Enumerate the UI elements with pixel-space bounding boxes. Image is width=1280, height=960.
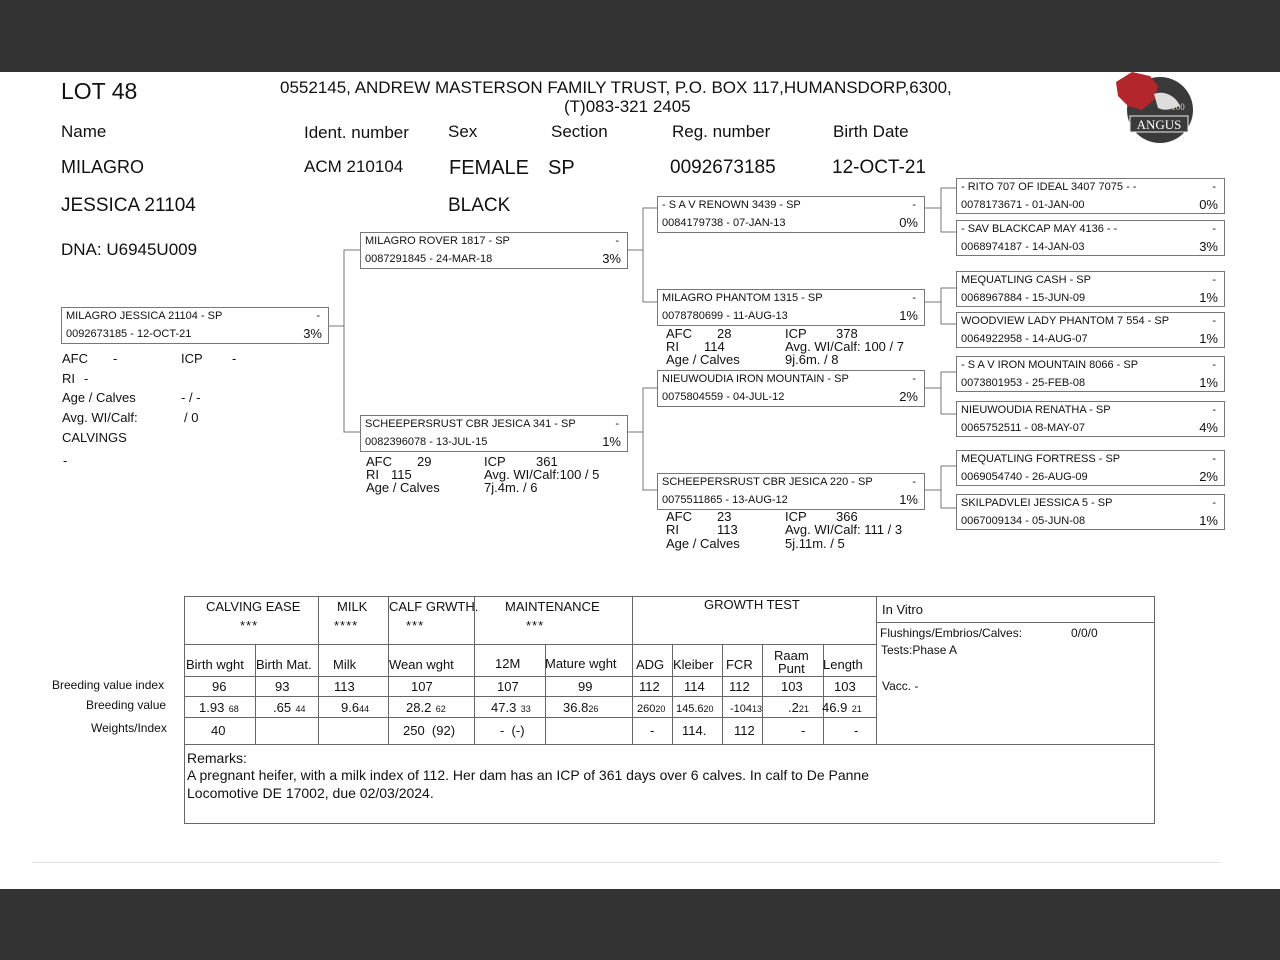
group-calf-growth: CALF GRWTH. [389, 599, 479, 614]
pedigree-reg: 0078173671 - 01-JAN-00 [961, 199, 1085, 211]
pedigree-dash: - [1212, 359, 1216, 371]
self-wi: / 0 [184, 410, 199, 425]
animal-sex: FEMALE [449, 157, 530, 179]
bv-accuracy: 33 [520, 704, 531, 714]
dam-wi: Avg. WI/Calf:100 / 5 [484, 467, 600, 482]
pedigree-dash: - [1212, 223, 1216, 235]
pedigree-reg: 0068974187 - 14-JAN-03 [961, 241, 1085, 253]
pedigree-ggp-2 [956, 220, 1225, 256]
dam-icp: 361 [536, 454, 558, 469]
pedigree-reg: 0073801953 - 25-FEB-08 [961, 377, 1086, 389]
in-vitro-label: In Vitro [882, 602, 923, 617]
pedigree-reg: 0078780699 - 11-AUG-13 [662, 310, 788, 322]
animal-reg: 0092673185 [670, 157, 776, 178]
pedigree-reg: 0082396078 - 13-JUL-15 [365, 436, 488, 448]
animal-name-1: MILAGRO [61, 157, 145, 177]
table-line [184, 644, 876, 645]
gp2-afc: 28 [717, 326, 732, 341]
pedigree-sire [360, 232, 628, 269]
pedigree-name: MEQUATLING FORTRESS - SP [961, 453, 1121, 465]
weights-cell: - (-) [500, 723, 525, 738]
bv-value: 9.6 [341, 700, 360, 715]
table-line [184, 744, 1155, 745]
pedigree-gp-3 [657, 370, 925, 407]
bv-cell [788, 699, 809, 717]
self-age: - / - [181, 390, 201, 405]
owner-line-1: 0552145, ANDREW MASTERSON FAMILY TRUST, P.O. BOX 117,HUMANSDORP,6300, [280, 78, 952, 97]
gp4-icp: 366 [836, 509, 858, 524]
table-line [722, 644, 723, 744]
group-maintenance: MAINTENANCE [505, 599, 600, 614]
col-raam-punt: Punt [778, 661, 805, 676]
bv-accuracy: 44 [295, 704, 306, 714]
animal-birth: 12-OCT-21 [832, 157, 926, 178]
weights-cell: - [650, 723, 655, 738]
gp4-ri: 113 [717, 522, 738, 537]
col-kleiber: Kleiber [673, 657, 714, 672]
bv-value: 36.8 [563, 700, 589, 715]
header-sex: Sex [448, 122, 478, 141]
bv-accuracy: 62 [435, 704, 446, 714]
dam-ri: 115 [391, 467, 412, 482]
bv-cell [563, 699, 598, 717]
index-cell: 114 [684, 679, 705, 694]
gp4-age-label: Age / Calves [666, 536, 740, 551]
pedigree-reg: 0092673185 - 12-OCT-21 [66, 328, 192, 340]
pedigree-reg: 0075804559 - 04-JUL-12 [662, 391, 785, 403]
pedigree-name: NIEUWOUDIA RENATHA - SP [961, 404, 1111, 416]
bv-accuracy: 20 [655, 704, 666, 714]
pedigree-dash: - [1212, 453, 1216, 465]
dam-afc-label: AFC [366, 454, 392, 469]
bv-accuracy: 68 [228, 704, 239, 714]
table-line [184, 676, 876, 677]
weights-cell: 40 [211, 723, 226, 738]
animal-name-2: JESSICA 21104 [61, 195, 196, 216]
table-line [318, 596, 319, 744]
pedigree-dash: - [615, 418, 619, 430]
pedigree-pct: 2% [899, 389, 918, 404]
header-ident: Ident. number [304, 123, 409, 142]
bv-value: 1.93 [199, 700, 225, 715]
gp4-wi: Avg. WI/Calf: 111 / 3 [785, 522, 903, 537]
pedigree-name: - SAV BLACKCAP MAY 4136 - - [961, 223, 1118, 235]
pedigree-name: SCHEEPERSRUST CBR JESICA 220 - SP [662, 476, 873, 488]
self-afc: - [113, 351, 118, 366]
header-birth: Birth Date [833, 122, 909, 141]
group-milk: MILK [337, 599, 368, 614]
pedigree-pct: 1% [1199, 331, 1218, 346]
animal-dna: DNA: U6945U009 [61, 240, 198, 259]
header-reg: Reg. number [672, 122, 771, 141]
col-adg: ADG [636, 657, 665, 672]
table-line [876, 622, 1155, 623]
pedigree-dam [360, 415, 628, 452]
index-cell: 112 [639, 679, 660, 694]
pedigree-reg: 0069054740 - 26-AUG-09 [961, 471, 1088, 483]
table-line [474, 596, 475, 744]
pedigree-dash: - [912, 199, 916, 211]
bv-cell [822, 699, 862, 717]
col-12m: 12M [495, 656, 521, 671]
gp4-afc-label: AFC [666, 509, 692, 524]
gp2-age: 9j.6m. / 8 [785, 352, 839, 367]
pedigree-ggp-6 [956, 401, 1225, 437]
bv-value: .2 [788, 700, 799, 715]
col-fcr: FCR [726, 657, 753, 672]
bv-cell [341, 699, 369, 717]
pedigree-dash: - [912, 373, 916, 385]
bv-accuracy: 13 [752, 704, 763, 714]
bv-accuracy: 26 [588, 704, 599, 714]
pedigree-name: SKILPADVLEI JESSICA 5 - SP [961, 497, 1113, 509]
table-line [632, 596, 633, 744]
dam-age: 7j.4m. / 6 [484, 480, 538, 495]
dam-icp-label: ICP [484, 454, 506, 469]
col-mature-wght: Mature wght [545, 656, 617, 671]
flushings-value: 0/0/0 [1071, 626, 1098, 640]
pedigree-pct: 1% [899, 308, 918, 323]
header-section: Section [551, 122, 608, 141]
index-cell: 96 [212, 679, 227, 694]
pedigree-pct: 3% [602, 251, 621, 266]
dam-ri-label: RI [366, 467, 379, 482]
gp4-age: 5j.11m. / 5 [785, 536, 845, 551]
pedigree-name: SCHEEPERSRUST CBR JESICA 341 - SP [365, 418, 576, 430]
bv-cell [730, 699, 762, 717]
gp2-age-label: Age / Calves [666, 352, 740, 367]
pedigree-name: - S A V RENOWN 3439 - SP [662, 199, 801, 211]
pedigree-name: MILAGRO PHANTOM 1315 - SP [662, 292, 823, 304]
bv-value: 47.3 [491, 700, 517, 715]
pedigree-dash: - [1212, 181, 1216, 193]
pedigree-name: MEQUATLING CASH - SP [961, 274, 1091, 286]
owner-line-2: (T)083-321 2405 [564, 97, 691, 116]
pedigree-pct: 4% [1199, 420, 1218, 435]
gp2-ri-label: RI [666, 339, 679, 354]
bv-value: 260 [637, 703, 656, 715]
tests-label: Tests:Phase A [881, 643, 958, 657]
pedigree-reg: 0067009134 - 05-JUN-08 [961, 515, 1086, 527]
bv-value: -104 [730, 703, 753, 715]
pedigree-ggp-5 [956, 356, 1225, 392]
self-calvings: - [63, 453, 68, 468]
pedigree-dash: - [912, 476, 916, 488]
col-raam: Raam [774, 648, 809, 663]
remarks-line-2: Locomotive DE 17002, due 02/03/2024. [187, 785, 434, 801]
col-birth-mat: Birth Mat. [256, 657, 312, 672]
pedigree-name: - S A V IRON MOUNTAIN 8066 - SP [961, 359, 1139, 371]
stars-calving: *** [240, 618, 259, 633]
table-line [762, 644, 763, 744]
self-afc-label: AFC [62, 351, 88, 366]
pedigree-pct: 0% [899, 215, 918, 230]
group-calving-ease: CALVING EASE [206, 599, 301, 614]
gp2-icp: 378 [836, 326, 858, 341]
bv-cell [491, 699, 531, 717]
pedigree-pct: 1% [1199, 375, 1218, 390]
stars-calf: *** [406, 618, 425, 633]
svg-text:100: 100 [1171, 102, 1185, 112]
pedigree-self [61, 307, 329, 344]
gp4-icp-label: ICP [785, 509, 807, 524]
index-cell: 93 [275, 679, 290, 694]
dam-afc: 29 [417, 454, 432, 469]
index-cell: 113 [334, 679, 355, 694]
pedigree-pct: 3% [1199, 239, 1218, 254]
pedigree-pct: 1% [602, 434, 621, 449]
gp2-afc-label: AFC [666, 326, 692, 341]
gp2-icp-label: ICP [785, 326, 807, 341]
self-calvings-label: CALVINGS [62, 430, 127, 445]
remarks-line-1: A pregnant heifer, with a milk index of 112. Her dam has an ICP of 361 days over 6 calves. In calf to De Panne [187, 767, 869, 783]
bv-cell [273, 699, 306, 717]
table-line [184, 696, 876, 697]
weights-cell: 114. [682, 723, 707, 738]
pedigree-gp-1 [657, 196, 925, 233]
pedigree-gp-4 [657, 473, 925, 510]
pedigree-name: - RITO 707 OF IDEAL 3407 7075 - - [961, 181, 1137, 193]
weights-cell: - [801, 723, 806, 738]
vacc-label: Vacc. - [882, 679, 919, 693]
row-label-index: Breeding value index [52, 678, 165, 692]
pedigree-ggp-8 [956, 494, 1225, 530]
bv-accuracy: 44 [359, 704, 370, 714]
bv-accuracy: 21 [798, 704, 809, 714]
gp4-ri-label: RI [666, 522, 679, 537]
animal-color: BLACK [448, 195, 511, 216]
pedigree-gp-2 [657, 289, 925, 326]
animal-ident: ACM 210104 [304, 157, 404, 176]
pedigree-reg: 0064922958 - 14-AUG-07 [961, 333, 1088, 345]
pedigree-pct: 1% [899, 492, 918, 507]
pedigree-dash: - [1212, 497, 1216, 509]
gp4-afc: 23 [717, 509, 732, 524]
lot-number: LOT 48 [61, 78, 138, 104]
weights-cell: 250 (92) [403, 723, 456, 738]
pedigree-name: MILAGRO ROVER 1817 - SP [365, 235, 510, 247]
stars-milk: **** [334, 618, 359, 633]
self-ri: - [84, 371, 89, 386]
self-icp-label: ICP [181, 351, 203, 366]
index-cell: 107 [411, 679, 433, 694]
gp2-ri: 114 [704, 339, 725, 354]
self-icp: - [232, 351, 237, 366]
bv-cell [406, 699, 446, 717]
pedigree-pct: 3% [303, 326, 322, 341]
pedigree-dash: - [615, 235, 619, 247]
index-cell: 112 [729, 679, 750, 694]
pedigree-pct: 1% [1199, 290, 1218, 305]
bv-accuracy: 20 [703, 704, 714, 714]
table-line [876, 596, 877, 744]
weights-cell: 112 [734, 723, 755, 738]
bv-value: 145.6 [676, 703, 704, 715]
index-cell: 107 [497, 679, 519, 694]
pedigree-dash: - [1212, 274, 1216, 286]
flushings-label: Flushings/Embrios/Calves: [880, 626, 1023, 640]
pedigree-reg: 0065752511 - 08-MAY-07 [961, 422, 1085, 434]
bv-value: .65 [273, 700, 292, 715]
bv-accuracy: 21 [851, 704, 862, 714]
pedigree-pct: 2% [1199, 469, 1218, 484]
bv-value: 46.9 [822, 700, 848, 715]
gp2-wi: Avg. WI/Calf: 100 / 7 [785, 339, 904, 354]
pedigree-ggp-4 [956, 312, 1225, 348]
pedigree-pct: 0% [1199, 197, 1218, 212]
pedigree-ggp-7 [956, 450, 1225, 486]
bv-cell [199, 699, 239, 717]
self-wi-label: Avg. WI/Calf: [62, 410, 138, 425]
remarks-label: Remarks: [187, 750, 247, 766]
row-label-value: Breeding value [86, 698, 167, 712]
table-line [184, 717, 876, 718]
pedigree-pct: 1% [1199, 513, 1218, 528]
header-name: Name [61, 122, 107, 141]
self-ri-label: RI [62, 371, 75, 386]
self-age-label: Age / Calves [62, 390, 136, 405]
bv-cell [676, 699, 714, 717]
pedigree-name: WOODVIEW LADY PHANTOM 7 554 - SP [961, 315, 1170, 327]
pedigree-reg: 0087291845 - 24-MAR-18 [365, 253, 493, 265]
index-cell: 103 [834, 679, 856, 694]
group-growth-test: GROWTH TEST [704, 597, 800, 612]
pedigree-name: MILAGRO JESSICA 21104 - SP [66, 310, 223, 322]
bottom-divider [32, 862, 1221, 863]
row-label-weights: Weights/Index [91, 721, 167, 735]
col-milk: Milk [333, 657, 357, 672]
animal-section: SP [548, 157, 575, 179]
col-length: Length [823, 657, 863, 672]
pedigree-reg: 0084179738 - 07-JAN-13 [662, 217, 786, 229]
index-cell: 103 [781, 679, 803, 694]
stars-maint: *** [526, 618, 545, 633]
pedigree-name: NIEUWOUDIA IRON MOUNTAIN - SP [662, 373, 849, 385]
pedigree-reg: 0075511865 - 13-AUG-12 [662, 494, 788, 506]
bv-cell [637, 699, 665, 717]
col-birth-wght: Birth wght [186, 657, 244, 672]
bv-value: 28.2 [406, 700, 432, 715]
pedigree-dash: - [1212, 404, 1216, 416]
index-cell: 99 [578, 679, 593, 694]
pedigree-dash: - [316, 310, 320, 322]
pedigree-ggp-1 [956, 178, 1225, 214]
pedigree-ggp-3 [956, 271, 1225, 307]
pedigree-dash: - [912, 292, 916, 304]
col-wean-wght: Wean wght [389, 657, 454, 672]
svg-text:ANGUS: ANGUS [1136, 117, 1182, 132]
dam-age-label: Age / Calves [366, 480, 440, 495]
pedigree-dash: - [1212, 315, 1216, 327]
pedigree-reg: 0068967884 - 15-JUN-09 [961, 292, 1086, 304]
weights-cell: - [854, 723, 859, 738]
